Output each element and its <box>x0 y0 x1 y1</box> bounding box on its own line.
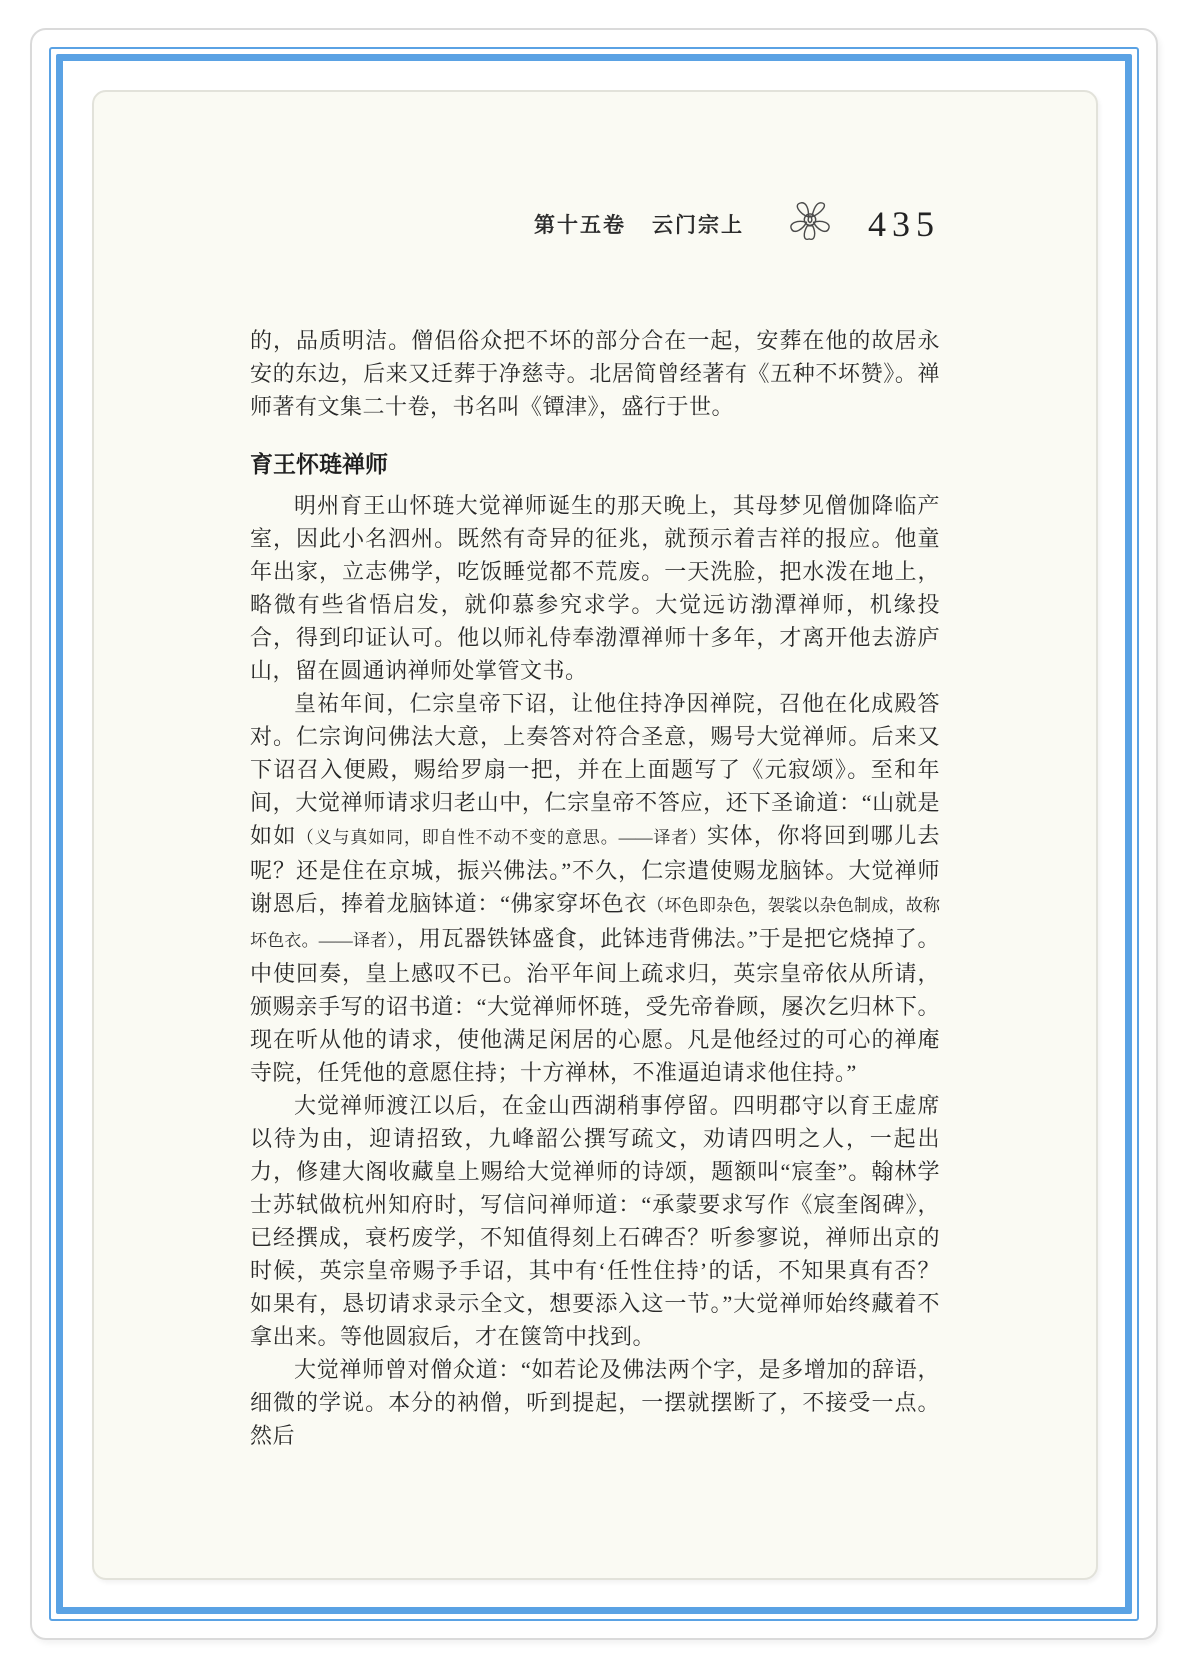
paragraph-text: 大觉禅师曾对僧众道：“如若论及佛法两个字，是多增加的辞语，细微的学说。本分的衲僧，听到提起，一摆就摆断了，不接受一点。然后 <box>250 1357 940 1448</box>
page-number: 435 <box>868 204 940 244</box>
paragraph-text: 明州育王山怀琏大觉禅师诞生的那天晚上，其母梦见僧伽降临产室，因此小名泗州。既然有奇异的征兆，就预示着吉祥的报应。他童年出家，立志佛学，吃饭睡觉都不荒废。一天洗脸，把水泼在地上，略微有些省悟启发，就仰慕参究求学。大觉远访渤潭禅师，机缘投合，得到印证认可。他以师礼侍奉渤潭禅师十多年，才离开他去游庐山，留在圆通讷禅师处掌管文书。 <box>250 493 940 683</box>
flower-icon <box>782 199 838 249</box>
translator-note: （坏色即杂色，袈裟以杂色制成，故称坏色衣。——译者） <box>250 896 940 950</box>
paragraph <box>250 1353 940 1452</box>
page-content <box>94 92 1096 1578</box>
translator-note: （义与真如同，即自性不动不变的意思。——译者） <box>296 828 708 847</box>
body-content <box>250 324 940 1452</box>
paragraph <box>250 489 940 687</box>
paragraph-text: 的，品质明洁。僧侣俗众把不坏的部分合在一起，安葬在他的故居永安的东边，后来又迁葬于净慈寺。北居简曾经著有《五种不坏赞》。禅师著有文集二十卷，书名叫《镡津》，盛行于世。 <box>250 328 940 419</box>
chapter-label: 第十五卷 <box>534 214 626 237</box>
paragraph-text: 实体，你将回到哪儿去呢？还是住在京城，振兴佛法。”不久，仁宗遣使赐龙脑钵。大觉禅师谢恩后，捧着龙脑钵道：“佛家穿坏色衣 <box>250 823 940 916</box>
paragraph-text: 大觉禅师渡江以后，在金山西湖稍事停留。四明郡守以育王虚席以待为由，迎请招致，九峰韶公撰写疏文，劝请四明之人，一起出力，修建大阁收藏皇上赐给大觉禅师的诗颂，题额叫“宸奎”。翰林学士苏轼做杭州知府时，写信问禅师道：“承蒙要求写作《宸奎阁碑》，已经撰成，衰朽废学，不知值得刻上石碑否？听参寥说，禅师出京的时候，英宗皇帝赐予手诏，其中有‘任性住持’的话，不知果真有否？如果有，恳切请求录示全文，想要添入这一节。”大觉禅师始终藏着不拿出来。等他圆寂后，才在箧笥中找到。 <box>250 1093 940 1349</box>
paragraph <box>250 1089 940 1353</box>
paragraph-text: 皇祐年间，仁宗皇帝下诏，让他住持净因禅院，召他在化成殿答对。仁宗询问佛法大意，上奏答对符合圣意，赐号大觉禅师。后来又下诏召入便殿，赐给罗扇一把，并在上面题写了《元寂颂》。至和年间，大觉禅师请求归老山中，仁宗皇帝不答应，还下圣谕道：“山就是如如 <box>250 691 940 848</box>
section-label: 云门宗上 <box>652 214 744 237</box>
running-header <box>250 198 940 250</box>
section-heading: 育王怀琏禅师 <box>250 451 388 477</box>
paragraph <box>250 687 940 1089</box>
paragraph-text: ，用瓦器铁钵盛食，此钵违背佛法。”于是把它烧掉了。中使回奏，皇上感叹不已。治平年间上疏求归，英宗皇帝依从所请，颁赐亲手写的诏书道：“大觉禅师怀琏，受先帝眷顾，屡次乞归林下。现在听从他的请求，使他满足闲居的心愿。凡是他经过的可心的禅庵寺院，任凭他的意愿住持；十方禅林，不准逼迫请求他住持。” <box>250 926 940 1085</box>
page-body <box>92 90 1098 1580</box>
paragraph <box>250 324 940 423</box>
